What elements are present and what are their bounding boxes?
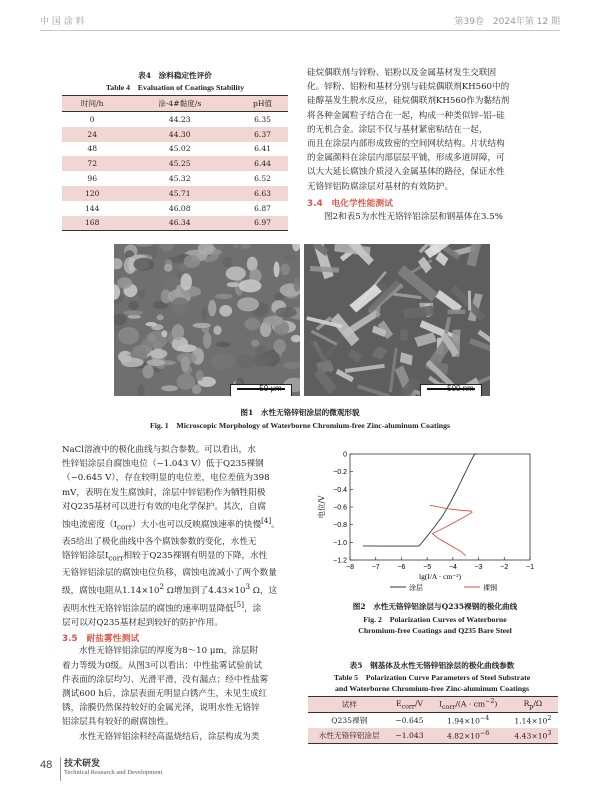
table5-caption-en-1: Table 5 Polarization Curve Parameters of Steel Substrate xyxy=(333,673,531,682)
ph-cell: 6.63 xyxy=(237,186,288,201)
x-tick-label: −2 xyxy=(500,564,509,571)
table5-caption-en-2: and Waterborne Chromium-free Zinc-aluminum Coatings xyxy=(334,684,530,693)
viscosity-cell: 45.25 xyxy=(122,156,237,171)
paragraph-line: 测试600 h后，涂层表面无明显白锈产生，未见生成红 xyxy=(62,689,268,700)
figure2-caption-en-1: Fig. 2 Polarization Curves of Waterborne xyxy=(363,615,507,624)
polarization-chart xyxy=(314,448,554,610)
table4-row xyxy=(62,127,288,142)
paragraph-line: 无铬锌铝防腐涂层对基材的有效防护。 xyxy=(307,181,454,192)
col-rp: $R_p/\Omega$ xyxy=(508,697,558,713)
viscosity-cell: 45.71 xyxy=(122,186,237,201)
paragraph-line: 对Q235基材可以进行有效的电化学保护。其次，自腐 xyxy=(62,501,266,512)
table4-header xyxy=(62,96,288,112)
paragraph-line: 将各种金属粒子结合在一起，构成一种类似锌–铝–硅 xyxy=(307,110,505,121)
ph-cell: 6.35 xyxy=(237,112,288,127)
micrograph-left xyxy=(114,244,300,396)
x-tick-label: −1 xyxy=(526,564,534,571)
paragraph-line: 表明水性无铬锌铝涂层的腐蚀的速率明显降低[5]，涂 xyxy=(62,600,262,615)
icorr-cell: $1.94\times 10^{-4}$ xyxy=(447,715,490,726)
table4-row xyxy=(62,171,288,186)
table4-row xyxy=(62,112,288,127)
paragraph-line: 蚀电流密度$(I_{corr})$大小也可以反映腐蚀速率的快慢[4]。 xyxy=(62,516,280,532)
y-tick-label: 0 xyxy=(343,451,347,459)
footer-divider xyxy=(60,757,61,781)
ecorr-cell: −0.645 xyxy=(395,716,424,725)
table5-header xyxy=(308,697,558,713)
sample-cell: 水性无铬锌铝涂层 xyxy=(308,728,390,744)
figure1-caption-en: Fig. 1 Microscopic Morphology of Waterborne Chromium-free Zinc-aluminum Coatings xyxy=(149,421,451,430)
y-tick-label: −0.8 xyxy=(333,522,347,530)
x-axis-label: lg(I/A · cm⁻²) xyxy=(418,572,462,581)
x-tick-label: −5 xyxy=(423,564,432,571)
paragraph-line: 级，腐蚀电阻从$1.14\times 10^2$ Ω增加到了$4.43\times 10^3$ Ω，这 xyxy=(62,582,278,596)
table4-caption-en: Table 4 Evaluation of Coatings Stability xyxy=(105,83,245,92)
y-tick-label: −1.0 xyxy=(333,539,347,547)
ecorr-cell: −1.043 xyxy=(390,728,428,744)
table4-row xyxy=(62,201,288,216)
ph-cell: 6.97 xyxy=(237,216,288,231)
time-cell: 48 xyxy=(62,142,122,157)
left-column-text xyxy=(62,443,300,744)
micrograph-left-image xyxy=(114,244,300,396)
viscosity-cell: 45.32 xyxy=(122,171,237,186)
page-number: 48 xyxy=(40,759,53,771)
ph-cell: 6.87 xyxy=(237,201,288,216)
issue-info: 第39卷 2024年第 12 期 xyxy=(454,17,560,27)
col-icorr: $I_{corr}/(A \cdot cm^{-2})$ xyxy=(429,697,508,713)
ph-cell: 6.52 xyxy=(237,171,288,186)
ph-cell: 6.44 xyxy=(237,156,288,171)
x-tick-label: −7 xyxy=(371,564,380,571)
paragraph-line: 层可以对Q235基材起到较好的防护作用。 xyxy=(62,618,223,629)
rp-cell: $4.43\times 10^3$ xyxy=(508,728,558,744)
sample-cell: Q235裸钢 xyxy=(331,716,368,725)
micrograph-right xyxy=(304,244,490,396)
paragraph-line: 着力等级为0级。从图3可以看出：中性盐雾试验前试 xyxy=(62,660,262,671)
table4 xyxy=(62,95,288,231)
paragraph-line: 图2和表5为水性无铬锌铝涂层和钢基体在3.5% xyxy=(324,211,503,222)
x-tick-label: −6 xyxy=(397,564,406,571)
time-cell: 0 xyxy=(62,112,122,127)
table4-row xyxy=(62,156,288,171)
series-line-coating xyxy=(363,454,477,546)
time-cell: 96 xyxy=(62,171,122,186)
paragraph-line: （−0.645 V），存在较明显的电位差，电位差值为398 xyxy=(62,473,270,484)
time-cell: 168 xyxy=(62,216,122,231)
journal-name: 中 国 涂 料 xyxy=(40,17,85,27)
table5-caption-cn: 表5 钢基体及水性无铬锌铝涂层的极化曲线参数 xyxy=(349,661,515,670)
y-tick-label: −0.2 xyxy=(333,469,347,477)
paragraph-line: 水性无铬锌铝涂料经高温烧结后，涂层构成为类 xyxy=(79,731,260,742)
viscosity-cell: 46.08 xyxy=(122,201,237,216)
micrograph-right-image xyxy=(304,244,490,396)
footer-section-en: Technical Research and Development xyxy=(64,769,163,776)
chart-svg xyxy=(314,448,554,610)
viscosity-cell: 44.30 xyxy=(122,127,237,142)
x-tick-label: −3 xyxy=(474,564,483,571)
ph-cell: 6.37 xyxy=(237,127,288,142)
paragraph-line: 锈，涂膜仍然保持较好的金属光泽，说明水性无铬锌 xyxy=(62,703,260,714)
paragraph-line: mV，表明在发生腐蚀时，涂层中锌铝粉作为牺牲阳极 xyxy=(62,487,266,498)
figure1-caption-cn: 图1 水性无铬锌铝涂层的微观形貌 xyxy=(240,408,360,417)
time-cell: 120 xyxy=(62,186,122,201)
y-tick-label: −0.6 xyxy=(333,504,347,512)
icorr-cell: $4.82\times 10^{-6}$ xyxy=(429,728,508,744)
figure2-caption-cn: 图2 水性无铬锌铝涂层与Q235裸钢的极化曲线 xyxy=(352,602,518,611)
paragraph-line: 铝涂层具有较好的耐腐蚀性。 xyxy=(62,717,174,728)
paragraph-line: 件表面的涂层均匀、光滑平滑，没有漏点；经中性盐雾 xyxy=(62,674,269,685)
footer-section-cn: 技术研发 xyxy=(64,759,101,769)
table4-caption-cn: 表4 涂料稳定性评价 xyxy=(138,71,212,80)
paragraph-line: 水性无铬锌铝涂层的厚度为8～10 μm，涂层附 xyxy=(79,646,258,657)
scale-label-left: 50 μm xyxy=(259,384,282,393)
paragraph-line: 的金属颜料在涂层内部层层平铺，形成多道屏障，可 xyxy=(307,153,505,164)
viscosity-cell: 46.34 xyxy=(122,216,237,231)
y-tick-label: −1.2 xyxy=(333,557,347,565)
legend-label: 涂层 xyxy=(409,584,423,592)
legend-label: 裸钢 xyxy=(483,584,497,592)
col-sample: 试样 xyxy=(308,697,390,713)
paragraph-line: 硅烷偶联剂与锌粉、铝粉以及金属基材发生交联固 xyxy=(307,68,497,78)
paragraph-line: 以大大延长腐蚀介质浸入金属基体的路径，保证水性 xyxy=(307,167,505,178)
scale-label-right: 500 nm xyxy=(447,384,474,393)
x-tick-label: −4 xyxy=(448,564,457,571)
y-tick-label: −0.4 xyxy=(333,486,347,494)
paragraph-line: 而且在涂层内部形成致密的空间网状结构。片状结构 xyxy=(307,139,505,150)
time-cell: 24 xyxy=(62,127,122,142)
paragraph-line: 表5给出了极化曲线中各个腐蚀参数的变化，水性无 xyxy=(62,536,257,547)
right-top-text xyxy=(307,66,559,224)
paragraph-line: 硅醇基发生脱水反应，硅烷偶联剂KH560作为黏结剂 xyxy=(307,96,510,107)
time-cell: 144 xyxy=(62,201,122,216)
y-axis-label: 电位/V xyxy=(317,495,326,519)
ph-cell: 6.41 xyxy=(237,142,288,157)
figure2-caption-en-2: Chromium-free Coatings and Q235 Bare Steel xyxy=(358,626,512,635)
col-ph: pH值 xyxy=(237,96,288,112)
rp-cell: $1.14\times 10^2$ xyxy=(514,715,552,726)
paragraph-line: 性锌铝涂层自腐蚀电位（−1.043 V）低于Q235裸钢 xyxy=(62,459,264,470)
col-viscosity: 涂-4#黏度/s xyxy=(122,96,237,112)
paragraph-line: NaCl溶液中的极化曲线与拟合参数。可以看出，水 xyxy=(62,445,256,455)
paragraph-line: 铬锌铝涂层$I_{corr}$相较于Q235裸钢有明显的下降，水性 xyxy=(62,551,268,563)
x-tick-label: −8 xyxy=(346,564,354,571)
col-ecorr: $E_{corr}/V$ xyxy=(390,697,428,713)
viscosity-cell: 45.02 xyxy=(122,142,237,157)
table5-row xyxy=(308,713,558,729)
section-3-5-heading: 3.5 耐盐雾性测试 xyxy=(62,634,140,645)
paragraph-line: 的无机合金。涂层不仅与基材紧密粘结在一起， xyxy=(307,124,488,135)
time-cell: 72 xyxy=(62,156,122,171)
table4-row xyxy=(62,216,288,231)
table5-row xyxy=(308,728,558,744)
table4-row xyxy=(62,142,288,157)
table5 xyxy=(308,696,558,744)
viscosity-cell: 44.23 xyxy=(122,112,237,127)
col-time: 时间/h xyxy=(62,96,122,112)
header-divider xyxy=(40,30,560,31)
table4-row xyxy=(62,186,288,201)
paragraph-line: 化。锌粉、铝粉和基材分别与硅烷偶联剂KH560中的 xyxy=(307,82,510,93)
series-line-bare-steel xyxy=(430,505,472,555)
paragraph-line: 无铬锌铝涂层的腐蚀电位负移，腐蚀电流减小了两个数量 xyxy=(62,567,277,578)
section-3-4-heading: 3.4 电化学性能测试 xyxy=(307,198,393,209)
